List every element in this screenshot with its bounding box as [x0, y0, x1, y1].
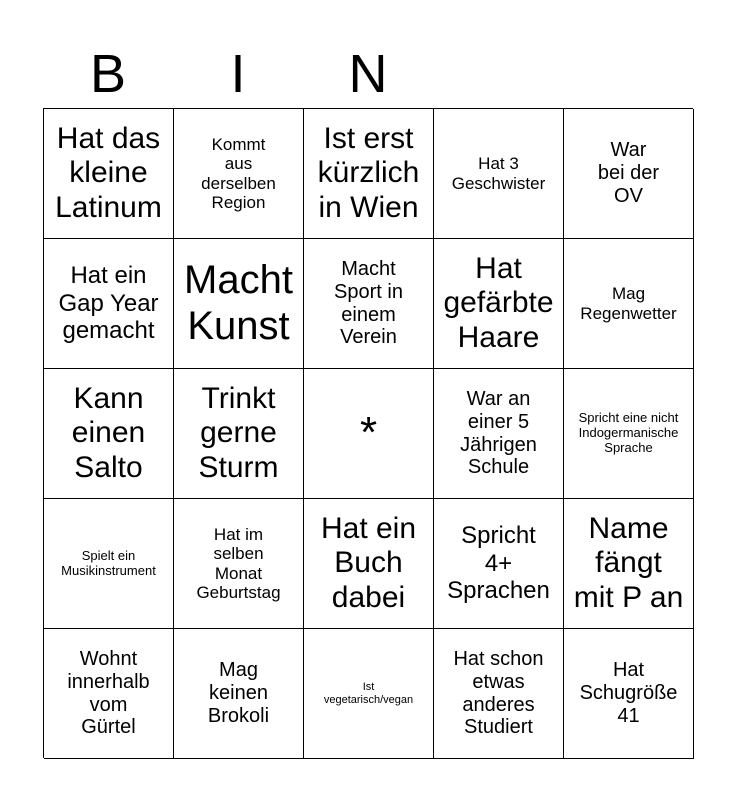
free-space-cell[interactable]: [304, 369, 434, 499]
bingo-cell-text: Hat schon etwas anderes Studiert: [453, 647, 544, 739]
bingo-cell[interactable]: [304, 499, 434, 629]
bingo-cell-text: War an einer 5 Jährigen Schule: [460, 387, 537, 479]
bingo-cell-text: Hat das kleine Latinum: [55, 122, 162, 224]
bingo-cell-text: Kommt aus derselben Region: [201, 134, 276, 212]
bingo-header: [43, 40, 693, 108]
header-letter-b: B: [89, 44, 127, 104]
bingo-cell[interactable]: [564, 369, 694, 499]
bingo-cell[interactable]: [304, 109, 434, 239]
bingo-cell[interactable]: [564, 499, 694, 629]
bingo-cell-text: Hat ein Buch dabei: [320, 512, 417, 614]
bingo-cell[interactable]: [434, 109, 564, 239]
bingo-cell[interactable]: [174, 369, 304, 499]
bingo-cell[interactable]: [434, 629, 564, 759]
bingo-cell-text: Ist erst kürzlich in Wien: [317, 122, 420, 224]
bingo-cell[interactable]: [434, 239, 564, 369]
bingo-cell-text: Macht Sport in einem Verein: [334, 257, 403, 349]
bingo-cell[interactable]: [304, 239, 434, 369]
bingo-cell[interactable]: [44, 239, 174, 369]
bingo-cell-text: Trinkt gerne Sturm: [198, 382, 279, 484]
header-letter-n: N: [348, 44, 388, 104]
bingo-cell-text: Macht Kunst: [184, 257, 293, 348]
bingo-cell[interactable]: [174, 629, 304, 759]
bingo-cell-text: Wohnt innerhalb vom Gürtel: [67, 647, 150, 739]
bingo-cell-text: Hat im selben Monat Geburtstag: [196, 524, 281, 602]
bingo-cell[interactable]: [564, 629, 694, 759]
bingo-cell-text: Name fängt mit P an: [573, 512, 684, 614]
bingo-cell-text: Mag keinen Brokoli: [207, 659, 270, 727]
bingo-cell[interactable]: [564, 109, 694, 239]
bingo-cell[interactable]: [174, 109, 304, 239]
free-space-star: *: [359, 408, 378, 458]
bingo-cell-text: Hat ein Gap Year gemacht: [58, 262, 159, 345]
bingo-grid: [43, 108, 693, 758]
bingo-cell[interactable]: [434, 369, 564, 499]
header-letter-i: I: [230, 44, 246, 104]
bingo-cell[interactable]: [434, 499, 564, 629]
bingo-cell-text: Mag Regenwetter: [580, 284, 677, 323]
bingo-cell[interactable]: [44, 109, 174, 239]
bingo-cell-text: Hat Schugröße 41: [579, 659, 678, 727]
bingo-cell[interactable]: [44, 369, 174, 499]
bingo-cell-text: Ist vegetarisch/vegan: [323, 680, 414, 706]
bingo-cell[interactable]: [44, 499, 174, 629]
bingo-cell-text: Spricht 4+ Sprachen: [447, 522, 550, 605]
bingo-cell-text: War bei der OV: [597, 139, 660, 207]
bingo-cell[interactable]: [304, 629, 434, 759]
bingo-cell[interactable]: [44, 629, 174, 759]
bingo-cell[interactable]: [174, 239, 304, 369]
bingo-cell[interactable]: [564, 239, 694, 369]
bingo-cell-text: Spielt ein Musikinstrument: [61, 547, 156, 578]
bingo-cell-text: Kann einen Salto: [71, 382, 146, 484]
bingo-cell-text: Spricht eine nicht Indogermanische Sprache: [578, 410, 679, 455]
bingo-cell-text: Hat gefärbte Haare: [443, 252, 554, 354]
bingo-cell-text: Hat 3 Geschwister: [451, 154, 546, 193]
bingo-cell[interactable]: [174, 499, 304, 629]
